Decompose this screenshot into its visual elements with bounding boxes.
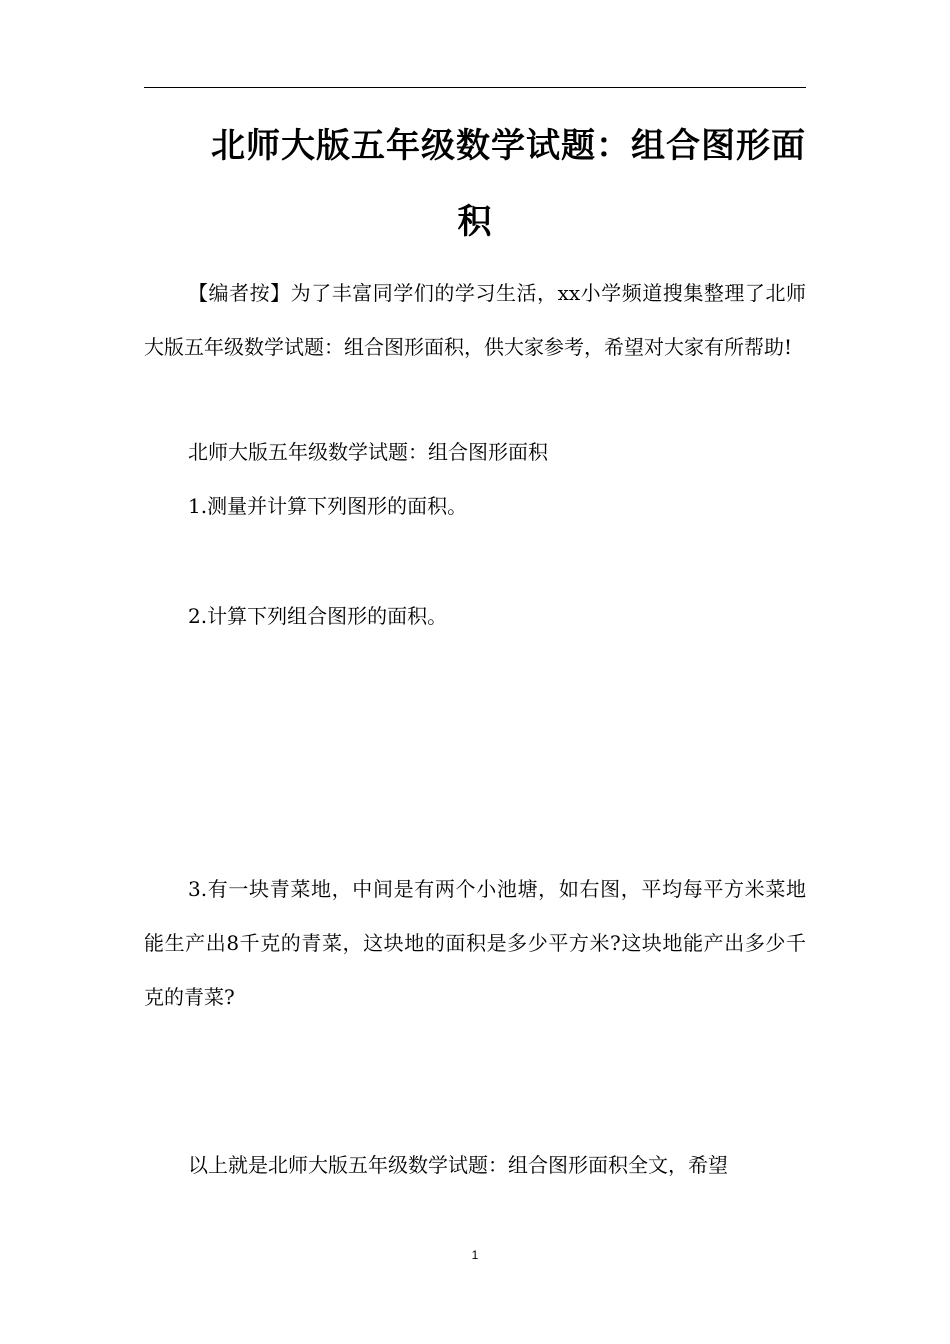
header-rule xyxy=(144,87,806,88)
document-title-line-1: 北师大版五年级数学试题：组合图形面 xyxy=(211,126,806,166)
document-title-line-2: 积 xyxy=(457,202,493,242)
question-1: 1.测量并计算下列图形的面积。 xyxy=(188,494,468,518)
intro-paragraph: 【编者按】为了丰富同学们的学习生活，xx小学频道搜集整理了北师大版五年级数学试题：组合图形面积，供大家参考，希望对大家有所帮助! xyxy=(144,281,806,359)
page-number: 1 xyxy=(471,1248,479,1262)
closing-paragraph: 以上就是北师大版五年级数学试题：组合图形面积全文，希望 xyxy=(188,1153,728,1177)
question-2: 2.计算下列组合图形的面积。 xyxy=(188,604,448,628)
question-3: 3.有一块青菜地，中间是有两个小池塘，如右图，平均每平方米菜地能生产出8千克的青菜，这块地的面积是多少平方米?这块地能产出多少千克的青菜? xyxy=(144,877,806,1009)
subtitle-line: 北师大版五年级数学试题：组合图形面积 xyxy=(188,440,548,464)
